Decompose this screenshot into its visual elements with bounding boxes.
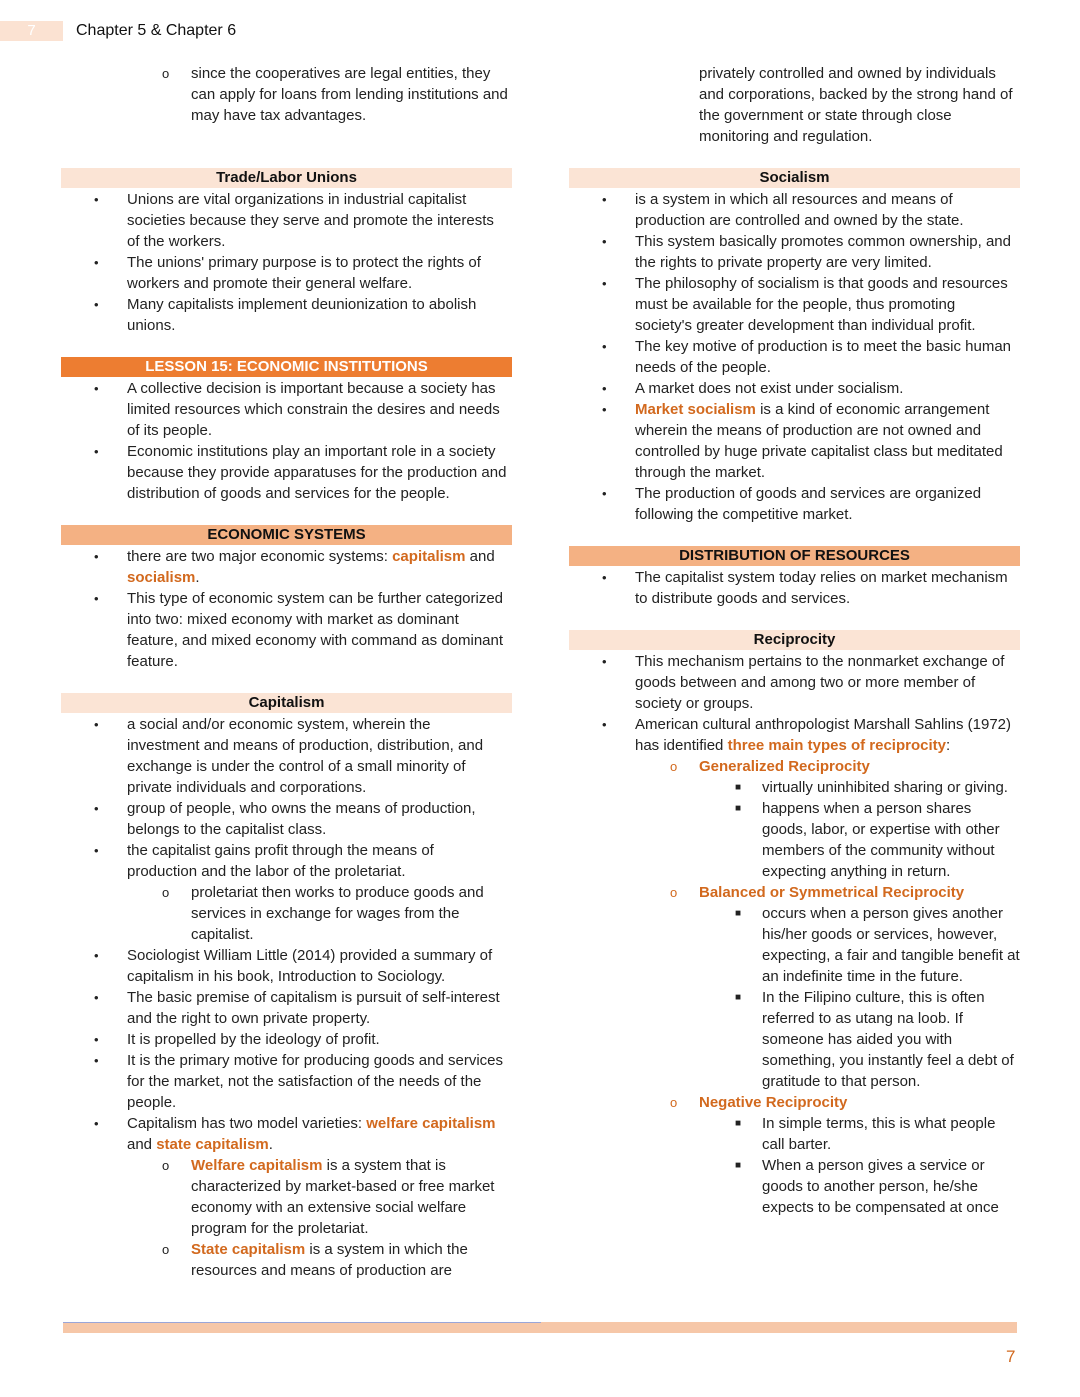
footer-divider bbox=[63, 1322, 541, 1323]
list-item bbox=[61, 1239, 509, 1281]
text-run: privately controlled and owned by individuals and corporations, backed by the strong hand of the government or state through close monitoring and regulation. bbox=[699, 65, 1013, 145]
list-item bbox=[61, 840, 507, 882]
text-run: Many capitalists implement deunionization to abolish unions. bbox=[127, 296, 477, 334]
page-number: 7 bbox=[1006, 1347, 1016, 1366]
bullet-list bbox=[569, 567, 1020, 609]
header-page-box: 7 bbox=[0, 21, 63, 41]
bullet-marker-icon: • bbox=[602, 339, 607, 354]
right-column bbox=[569, 63, 1020, 1218]
text-run: In the Filipino culture, this is often referred to as utang na loob. If someone has aided you with something, you instantly feel a debt of gratitude to that person. bbox=[762, 989, 1014, 1090]
list-item-text bbox=[762, 779, 1008, 796]
list-item bbox=[569, 189, 1015, 231]
list-item bbox=[61, 1050, 507, 1113]
text-run: the capitalist gains profit through the means of production and the labor of the proletariat. bbox=[127, 842, 434, 880]
list-item bbox=[61, 588, 507, 672]
text-run: is a system in which all resources and means of production are controlled and owned by the state. bbox=[635, 191, 964, 229]
bullet-marker-icon: • bbox=[602, 570, 607, 585]
text-run: This mechanism pertains to the nonmarket exchange of goods between and among two or more member of society or groups. bbox=[635, 653, 1005, 712]
list-item-text bbox=[762, 800, 1000, 880]
list-item bbox=[569, 882, 1017, 903]
text-run: since the cooperatives are legal entities, they can apply for loans from lending institutions and may have tax advantages. bbox=[191, 65, 508, 124]
list-item bbox=[61, 945, 507, 987]
text-run: It is propelled by the ideology of profit. bbox=[127, 1031, 380, 1048]
text-run: American cultural anthropologist Marshall Sahlins (1972) has identified bbox=[635, 716, 1012, 754]
text-run: there are two major economic systems: bbox=[127, 548, 393, 565]
list-item-text bbox=[699, 65, 1013, 145]
highlighted-term: Market socialism bbox=[635, 401, 756, 418]
list-item bbox=[61, 714, 507, 798]
blank-line bbox=[61, 126, 512, 147]
section-heading: DISTRIBUTION OF RESOURCES bbox=[569, 546, 1020, 566]
list-item-text bbox=[762, 989, 1014, 1090]
highlighted-term: capitalism bbox=[392, 548, 466, 565]
text-run: happens when a person shares goods, labor, or expertise with other members of the community without expecting anything in return. bbox=[762, 800, 1000, 880]
bullet-marker-icon: • bbox=[94, 1116, 99, 1131]
list-item bbox=[569, 399, 1015, 483]
highlighted-term: three main types of reciprocity bbox=[727, 737, 946, 754]
list-item-text bbox=[635, 653, 1004, 712]
text-run: This system basically promotes common ownership, and the rights to private property are very limited. bbox=[635, 233, 1011, 271]
bullet-marker-icon: ■ bbox=[735, 782, 742, 793]
bullet-marker-icon: • bbox=[94, 549, 99, 564]
text-run: group of people, who owns the means of production, belongs to the capitalist class. bbox=[127, 800, 476, 838]
text-run: proletariat then works to produce goods and services in exchange for wages from the capitalist. bbox=[191, 884, 484, 943]
bullet-list bbox=[61, 378, 512, 504]
list-item bbox=[569, 567, 1015, 609]
list-item bbox=[569, 1155, 1020, 1218]
bullet-marker-icon: o bbox=[162, 1242, 170, 1257]
bullet-marker-icon: ■ bbox=[735, 803, 742, 814]
list-item-text bbox=[127, 716, 483, 796]
list-item-text bbox=[127, 947, 492, 985]
bullet-marker-icon: • bbox=[602, 381, 607, 396]
list-item bbox=[569, 63, 1017, 147]
list-item bbox=[61, 63, 509, 126]
bullet-marker-icon: • bbox=[602, 192, 607, 207]
list-item bbox=[569, 273, 1015, 336]
list-item-text bbox=[127, 296, 476, 334]
list-item bbox=[569, 903, 1020, 987]
list-item bbox=[569, 987, 1020, 1092]
text-run: The capitalist system today relies on market mechanism to distribute goods and services. bbox=[635, 569, 1008, 607]
bullet-marker-icon: • bbox=[602, 717, 607, 732]
highlighted-term: Generalized Reciprocity bbox=[699, 758, 870, 775]
list-item bbox=[569, 756, 1017, 777]
text-run: is a kind of economic arrangement wherein the means of production are not owned and controlled by huge private capitalist class but meditated through the market. bbox=[635, 401, 1003, 481]
list-item-text bbox=[699, 758, 870, 775]
bullet-list bbox=[569, 63, 1020, 147]
bullet-marker-icon: o bbox=[670, 759, 678, 774]
list-item bbox=[569, 336, 1015, 378]
text-run: The philosophy of socialism is that goods and resources must be available for the people, thus promoting society's greater development than individual profit. bbox=[635, 275, 1008, 334]
list-item-text bbox=[127, 842, 434, 880]
text-run: and bbox=[465, 548, 495, 565]
text-run: When a person gives a service or goods to another person, he/she expects to be compensated at once bbox=[762, 1157, 999, 1216]
highlighted-term: state capitalism bbox=[156, 1136, 269, 1153]
bullet-list bbox=[569, 651, 1020, 1218]
text-run: is a system that is characterized by market-based or free market economy with an extensive social welfare program for the proletariat. bbox=[191, 1157, 495, 1237]
list-item bbox=[61, 1155, 509, 1239]
highlighted-term: Welfare capitalism bbox=[191, 1157, 323, 1174]
list-item-text bbox=[127, 1115, 496, 1153]
list-item-text bbox=[635, 569, 1008, 607]
bullet-marker-icon: • bbox=[94, 1032, 99, 1047]
section-heading: Capitalism bbox=[61, 693, 512, 713]
bullet-marker-icon: • bbox=[94, 801, 99, 816]
list-item-text bbox=[635, 275, 1008, 334]
list-item bbox=[61, 546, 507, 588]
text-run: : bbox=[945, 737, 951, 754]
text-run: A market does not exist under socialism. bbox=[635, 380, 904, 397]
bullet-marker-icon: • bbox=[94, 1053, 99, 1068]
text-run: Economic institutions play an important role in a society because they provide apparatuses for the production and distribution of goods and services for the people. bbox=[127, 443, 507, 502]
bullet-marker-icon: • bbox=[94, 591, 99, 606]
text-run: This type of economic system can be further categorized into two: mixed economy with market as dominant feature, and mixed economy with command as dominant feature. bbox=[127, 590, 504, 670]
list-item-text bbox=[127, 254, 481, 292]
text-run: virtually uninhibited sharing or giving. bbox=[762, 779, 1008, 796]
bullet-marker-icon: • bbox=[602, 654, 607, 669]
bullet-marker-icon: • bbox=[94, 843, 99, 858]
text-run: The basic premise of capitalism is pursuit of self-interest and the right to own private property. bbox=[127, 989, 500, 1027]
bullet-marker-icon: o bbox=[162, 66, 170, 81]
bullet-marker-icon: • bbox=[602, 276, 607, 291]
list-item bbox=[569, 1113, 1020, 1155]
bullet-marker-icon: o bbox=[162, 885, 170, 900]
bullet-list bbox=[61, 546, 512, 672]
list-item-text bbox=[127, 191, 494, 250]
bullet-list bbox=[61, 189, 512, 336]
text-run: occurs when a person gives another his/her goods or services, however, expecting, a fair and tangible benefit at an indefinite time in the future. bbox=[762, 905, 1020, 985]
list-item-text bbox=[635, 191, 964, 229]
bullet-list bbox=[569, 189, 1020, 525]
section-heading: ECONOMIC SYSTEMS bbox=[61, 525, 512, 545]
footer-bar bbox=[63, 1322, 1017, 1333]
list-item bbox=[61, 1113, 507, 1155]
list-item-text bbox=[762, 905, 1020, 985]
text-run: Capitalism has two model varieties: bbox=[127, 1115, 367, 1132]
list-item bbox=[569, 714, 1015, 756]
bullet-marker-icon: • bbox=[94, 717, 99, 732]
list-item-text bbox=[127, 443, 506, 502]
section-heading: Reciprocity bbox=[569, 630, 1020, 650]
list-item bbox=[569, 798, 1020, 882]
bullet-marker-icon: ■ bbox=[735, 1118, 742, 1129]
bullet-marker-icon: • bbox=[94, 948, 99, 963]
text-run: Sociologist William Little (2014) provided a summary of capitalism in his book, Introduction to Sociology. bbox=[127, 947, 493, 985]
text-run: . bbox=[268, 1136, 273, 1153]
list-item-text bbox=[127, 800, 476, 838]
text-run: A collective decision is important because a society has limited resources which constrain the desires and needs of its people. bbox=[127, 380, 500, 439]
list-item bbox=[569, 1092, 1017, 1113]
bullet-list bbox=[61, 63, 512, 126]
list-item-text bbox=[127, 548, 495, 586]
list-item bbox=[61, 189, 507, 252]
bullet-marker-icon: • bbox=[94, 381, 99, 396]
list-item-text bbox=[191, 65, 508, 124]
section-heading: Socialism bbox=[569, 168, 1020, 188]
header-title: Chapter 5 & Chapter 6 bbox=[76, 22, 237, 39]
list-item bbox=[61, 378, 507, 441]
bullet-marker-icon: • bbox=[94, 192, 99, 207]
list-item bbox=[61, 1029, 507, 1050]
list-item bbox=[61, 294, 507, 336]
list-item bbox=[61, 441, 507, 504]
text-run: a social and/or economic system, wherein the investment and means of production, distribution, and exchange is under the control of a small minority of private individuals and corporations. bbox=[127, 716, 484, 796]
list-item-text bbox=[635, 233, 1011, 271]
bullet-marker-icon: • bbox=[602, 402, 607, 417]
highlighted-term: State capitalism bbox=[191, 1241, 306, 1258]
list-item-text bbox=[762, 1157, 999, 1216]
list-item-text bbox=[699, 1094, 847, 1111]
text-run: In simple terms, this is what people call barter. bbox=[762, 1115, 996, 1153]
text-run: . bbox=[195, 569, 200, 586]
text-run: Unions are vital organizations in industrial capitalist societies because they serve and promote the interests of the workers. bbox=[127, 191, 494, 250]
text-run: It is the primary motive for producing goods and services for the market, not the satisfaction of the needs of the people. bbox=[127, 1052, 504, 1111]
bullet-marker-icon: • bbox=[94, 297, 99, 312]
list-item-text bbox=[635, 338, 1011, 376]
list-item-text bbox=[127, 989, 500, 1027]
list-item bbox=[569, 483, 1015, 525]
list-item bbox=[569, 231, 1015, 273]
list-item bbox=[569, 651, 1015, 714]
bullet-marker-icon: • bbox=[94, 255, 99, 270]
bullet-list bbox=[61, 714, 512, 1281]
list-item-text bbox=[127, 590, 503, 670]
list-item bbox=[569, 777, 1020, 798]
highlighted-term: socialism bbox=[127, 569, 196, 586]
bullet-marker-icon: o bbox=[162, 1158, 170, 1173]
list-item-text bbox=[191, 1241, 468, 1279]
bullet-marker-icon: • bbox=[602, 234, 607, 249]
list-item-text bbox=[191, 884, 484, 943]
list-item-text bbox=[635, 716, 1011, 754]
bullet-marker-icon: • bbox=[94, 990, 99, 1005]
section-heading: LESSON 15: ECONOMIC INSTITUTIONS bbox=[61, 357, 512, 377]
list-item-text bbox=[191, 1157, 494, 1237]
highlighted-term: Negative Reciprocity bbox=[699, 1094, 848, 1111]
list-item bbox=[61, 882, 509, 945]
list-item-text bbox=[699, 884, 964, 901]
highlighted-term: welfare capitalism bbox=[366, 1115, 496, 1132]
list-item bbox=[61, 987, 507, 1029]
left-column bbox=[61, 63, 512, 1281]
list-item-text bbox=[127, 1052, 503, 1111]
text-run: The key motive of production is to meet the basic human needs of the people. bbox=[635, 338, 1012, 376]
text-run: and bbox=[127, 1136, 157, 1153]
list-item-text bbox=[127, 380, 500, 439]
list-item bbox=[569, 378, 1015, 399]
section-heading: Trade/Labor Unions bbox=[61, 168, 512, 188]
bullet-marker-icon: • bbox=[94, 444, 99, 459]
bullet-marker-icon: o bbox=[670, 1095, 678, 1110]
bullet-marker-icon: • bbox=[602, 486, 607, 501]
bullet-marker-icon: ■ bbox=[735, 908, 742, 919]
highlighted-term: Balanced or Symmetrical Reciprocity bbox=[699, 884, 965, 901]
list-item-text bbox=[635, 380, 903, 397]
bullet-marker-icon: ■ bbox=[735, 992, 742, 1003]
text-run: is a system in which the resources and means of production are bbox=[191, 1241, 468, 1279]
bullet-marker-icon: o bbox=[670, 885, 678, 900]
list-item-text bbox=[635, 401, 1003, 481]
text-run: The unions' primary purpose is to protect the rights of workers and promote their general welfare. bbox=[127, 254, 481, 292]
bullet-marker-icon: ■ bbox=[735, 1160, 742, 1171]
text-run: The production of goods and services are organized following the competitive market. bbox=[635, 485, 982, 523]
list-item bbox=[61, 798, 507, 840]
list-item-text bbox=[127, 1031, 380, 1048]
list-item-text bbox=[635, 485, 981, 523]
list-item bbox=[61, 252, 507, 294]
list-item-text bbox=[762, 1115, 995, 1153]
